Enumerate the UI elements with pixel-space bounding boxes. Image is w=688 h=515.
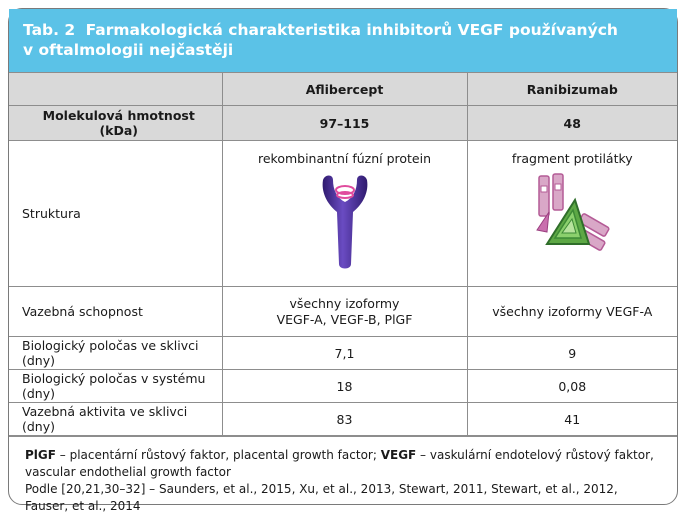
ranibizumab-fab-illustration (529, 172, 615, 264)
cell-ranibizumab-binding: všechny izoformy VEGF-A (467, 287, 677, 337)
table-row (9, 141, 677, 287)
column-header-aflibercept: Aflibercept (222, 73, 467, 106)
table-row (9, 337, 677, 370)
table-row (9, 370, 677, 403)
plgf-term: PlGF (25, 448, 56, 462)
row-label-activity-vitreous: Vazebná aktivita ve sklivci (dny) (9, 403, 222, 436)
cell-aflibercept-activity: 83 (222, 403, 467, 436)
cell-ranibizumab-halflife-vitreous: 9 (467, 337, 677, 370)
plgf-definition: – placentární růstový faktor, placental growth factor; (55, 448, 381, 462)
table-row (9, 106, 677, 141)
cell-aflibercept-structure (222, 141, 467, 287)
aflibercept-structure-caption: rekombinantní fúzní protein (257, 150, 432, 166)
sources-note: Podle [20,21,30–32] – Saunders, et al., 2015, Xu, et al., 2013, Stewart, 2011, Stewart, et al., 2012, Fauser, et al., 2014 (25, 482, 618, 513)
cell-ranibizumab-halflife-system: 0,08 (467, 370, 677, 403)
aflibercept-binding-line-2: VEGF-A, VEGF-B, PlGF (276, 311, 413, 327)
row-label-halflife-vitreous: Biologický poločas ve sklivci (dny) (9, 337, 222, 370)
row-label-halflife-system: Biologický poločas v systému (dny) (9, 370, 222, 403)
cell-aflibercept-halflife-vitreous: 7,1 (222, 337, 467, 370)
column-header-row (9, 73, 677, 106)
column-header-empty (9, 73, 222, 106)
row-label-structure: Struktura (9, 141, 222, 287)
row-label-molecular-weight: Molekulová hmotnost (kDa) (9, 106, 222, 141)
row-label-binding: Vazebná schopnost (9, 287, 222, 337)
vegf-definition: – vaskulární endotelový růstový faktor, (416, 448, 654, 462)
table-header (9, 9, 677, 72)
pharmacology-table (9, 72, 677, 436)
title-line-1 (23, 20, 663, 40)
table-footnote (9, 436, 677, 515)
aflibercept-molecule-illustration (315, 172, 375, 272)
table-title: Farmakologická charakteristika inhibitorů VEGF používaných (85, 21, 618, 39)
vegf-term: VEGF (380, 448, 417, 462)
cell-aflibercept-mw: 97–115 (222, 106, 467, 141)
cell-ranibizumab-mw: 48 (467, 106, 677, 141)
table-frame (8, 8, 678, 513)
aflibercept-binding-line-1: všechny izoformy (289, 295, 400, 311)
column-header-ranibizumab: Ranibizumab (467, 73, 677, 106)
vegf-definition-continued: vascular endothelial growth factor (25, 465, 231, 479)
cell-ranibizumab-activity: 41 (467, 403, 677, 436)
table-number: Tab. 2 (23, 21, 76, 39)
cell-ranibizumab-structure (467, 141, 677, 287)
ranibizumab-structure-caption: fragment protilátky (511, 150, 633, 166)
table-row (9, 287, 677, 337)
cell-aflibercept-halflife-system: 18 (222, 370, 467, 403)
cell-aflibercept-binding (222, 287, 467, 337)
table-row (9, 403, 677, 436)
abbreviations-note (25, 447, 661, 464)
title-line-2: v oftalmologii nejčastěji (23, 41, 234, 59)
